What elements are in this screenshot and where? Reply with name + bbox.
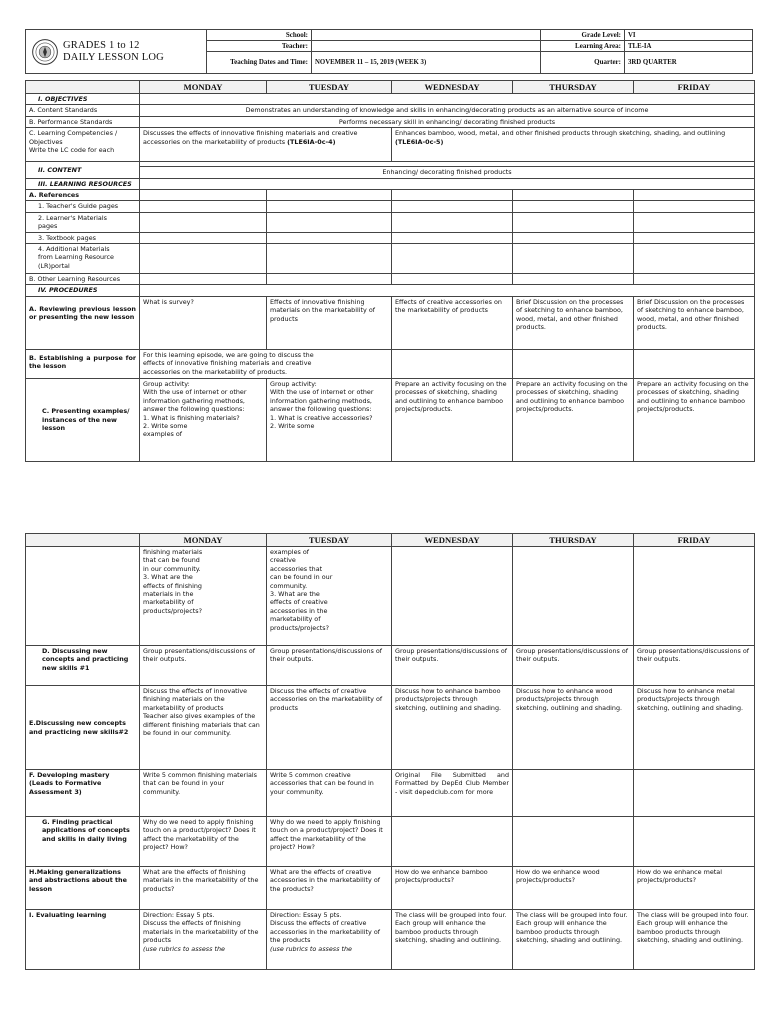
procedures-heading: IV. PROCEDURES bbox=[26, 285, 140, 296]
procedure-e-tuesday: Discuss the effects of creative accessories on the marketability of products bbox=[267, 686, 392, 770]
day-header-row bbox=[26, 81, 755, 94]
procedure-row-h bbox=[26, 867, 755, 910]
procedure-h-monday: What are the effects of finishing materials in the marketability of the products? bbox=[140, 867, 267, 910]
procedure-row-i bbox=[26, 910, 755, 970]
corner-cell bbox=[26, 81, 140, 94]
learning-resources-heading: III. LEARNING RESOURCES bbox=[26, 178, 140, 189]
day-header-monday: MONDAY bbox=[140, 534, 267, 547]
procedure-c-tuesday: Group activity: With the use of internet or other information gathering methods, answer the following questions: 1. What is creative accessories? 2. Write some bbox=[267, 378, 392, 461]
procedure-i-thursday: The class will be grouped into four. Each group will enhance the bamboo products through sketching, shading and outlining. bbox=[513, 910, 634, 970]
performance-standards-text: Performs necessary skill in enhancing/ decorating finished products bbox=[140, 116, 755, 127]
procedure-i-friday: The class will be grouped into four. Each group will enhance the bamboo products through sketching, shading and outlining. bbox=[634, 910, 755, 970]
procedure-row-g bbox=[26, 817, 755, 867]
additional-materials-label: 4. Additional Materials from Learning Resource (LR)portal bbox=[26, 244, 140, 274]
procedure-i-label: I. Evaluating learning bbox=[26, 910, 140, 970]
procedure-c-cont-tuesday: examples of creative accessories that can be found in our community. 3. What are the effects of creative accessories in the marketability of products/projects? bbox=[267, 547, 392, 646]
procedure-row-c bbox=[26, 378, 755, 461]
procedure-i-monday bbox=[140, 910, 267, 970]
procedure-g-label: G. Finding practical applications of concepts and skills in daily living bbox=[26, 817, 140, 867]
procedures-heading-fill bbox=[140, 285, 755, 296]
procedure-a-monday: What is survey? bbox=[140, 296, 267, 349]
procedure-row-e bbox=[26, 686, 755, 770]
day-header-tuesday: TUESDAY bbox=[267, 534, 392, 547]
learners-materials-label: 2. Learner's Materials pages bbox=[26, 212, 140, 232]
lesson-table-page-2 bbox=[25, 533, 755, 970]
learning-resources-fill bbox=[140, 178, 755, 189]
procedure-f-monday: Write 5 common finishing materials that can be found in your community. bbox=[140, 770, 267, 817]
procedure-d-monday: Group presentations/discussions of their outputs. bbox=[140, 646, 267, 686]
procedure-b-text: For this learning episode, we are going to discuss the effects of innovative finishing materials and creative accessories on the marketability of products. bbox=[143, 350, 314, 376]
content-standards-text: Demonstrates an understanding of knowledge and skills in enhancing/decorating products as an alternative source of income bbox=[140, 105, 755, 116]
learning-competencies-label: C. Learning Competencies / Objectives Write the LC code for each bbox=[26, 128, 140, 162]
procedure-f-wednesday: Original File Submitted and Formatted by DepEd Club Member - visit depedclub.com for more bbox=[392, 770, 513, 817]
procedure-h-wednesday: How do we enhance bamboo projects/products? bbox=[392, 867, 513, 910]
teaching-dates-value[interactable]: NOVEMBER 11 – 15, 2019 (WEEK 3) bbox=[312, 52, 541, 74]
procedure-c-wednesday: Prepare an activity focusing on the processes of sketching, shading and outlining to enhance bamboo projects/products. bbox=[392, 378, 513, 461]
procedure-i-tuesday bbox=[267, 910, 392, 970]
procedure-c-friday: Prepare an activity focusing on the processes of sketching, shading and outlining to enhance bamboo projects/products. bbox=[634, 378, 755, 461]
procedure-d-thursday: Group presentations/discussions of their outputs. bbox=[513, 646, 634, 686]
procedure-a-wednesday: Effects of creative accessories on the marketability of products bbox=[392, 296, 513, 349]
competency-1-text: Discusses the effects of innovative finishing materials and creative accessories on the marketability of products bbox=[143, 129, 358, 146]
school-label: School: bbox=[207, 30, 312, 41]
grade-level-value[interactable]: VI bbox=[625, 30, 753, 41]
deped-seal-icon bbox=[32, 39, 58, 65]
procedure-d-wednesday: Group presentations/discussions of their outputs. bbox=[392, 646, 513, 686]
day-header-wednesday: WEDNESDAY bbox=[392, 81, 513, 94]
other-resources-label: B. Other Learning Resources bbox=[26, 274, 140, 285]
procedure-c-thursday: Prepare an activity focusing on the processes of sketching, shading and outlining to enhance bamboo projects/products. bbox=[513, 378, 634, 461]
procedure-i-tuesday-note: (use rubrics to assess the bbox=[270, 944, 352, 953]
day-header-friday: FRIDAY bbox=[634, 81, 755, 94]
procedure-d-friday: Group presentations/discussions of their outputs. bbox=[634, 646, 755, 686]
performance-standards-label: B. Performance Standards bbox=[26, 116, 140, 127]
teachers-guide-label: 1. Teacher's Guide pages bbox=[26, 201, 140, 212]
procedure-c-cont-monday: finishing materials that can be found in our community. 3. What are the effects of finishing materials in the marketability of products/projects? bbox=[140, 547, 267, 646]
objectives-heading-fill bbox=[140, 94, 755, 105]
procedure-c-label: C. Presenting examples/ instances of the new lesson bbox=[26, 378, 140, 461]
lesson-log-page-2 bbox=[0, 527, 768, 1024]
day-header-thursday: THURSDAY bbox=[513, 81, 634, 94]
form-title-line1: GRADES 1 to 12 bbox=[63, 39, 140, 51]
procedure-f-tuesday: Write 5 common creative accessories that can be found in your community. bbox=[267, 770, 392, 817]
competency-1-code: (TLE6IA-0c-4) bbox=[287, 137, 336, 146]
procedure-row-a bbox=[26, 296, 755, 349]
procedure-b-mon-tue bbox=[140, 349, 392, 378]
corner-cell-page-2 bbox=[26, 534, 140, 547]
objectives-heading: I. OBJECTIVES bbox=[26, 94, 140, 105]
procedure-e-label: E.Discussing new concepts and practicing new skills#2 bbox=[26, 686, 140, 770]
day-header-thursday: THURSDAY bbox=[513, 534, 634, 547]
procedure-e-friday: Discuss how to enhance metal products/projects through sketching, outlining and shading. bbox=[634, 686, 755, 770]
procedure-e-monday: Discuss the effects of innovative finishing materials on the marketability of products Teacher also gives examples of the different finishing materials that can be found in our community. bbox=[140, 686, 267, 770]
procedure-d-tuesday: Group presentations/discussions of their outputs. bbox=[267, 646, 392, 686]
header-title-cell bbox=[26, 30, 207, 74]
day-header-monday: MONDAY bbox=[140, 81, 267, 94]
competency-2-code: (TLE6IA-0c-5) bbox=[395, 137, 444, 146]
textbook-pages-label: 3. Textbook pages bbox=[26, 232, 140, 243]
procedure-a-friday: Brief Discussion on the processes of sketching to enhance bamboo, wood, metal, and other finished products. bbox=[634, 296, 755, 349]
competency-wed-fri bbox=[392, 128, 755, 162]
procedure-a-thursday: Brief Discussion on the processes of sketching to enhance bamboo, wood, metal, and other finished products. bbox=[513, 296, 634, 349]
learning-area-value[interactable]: TLE-IA bbox=[625, 41, 753, 52]
procedure-row-f bbox=[26, 770, 755, 817]
quarter-value[interactable]: 3RD QUARTER bbox=[625, 52, 753, 74]
procedure-a-label: A. Reviewing previous lesson or presenting the new lesson bbox=[26, 296, 140, 349]
day-header-friday: FRIDAY bbox=[634, 534, 755, 547]
teacher-label: Teacher: bbox=[207, 41, 312, 52]
procedure-row-c-continued bbox=[26, 547, 755, 646]
content-text: Enhancing/ decorating finished products bbox=[140, 167, 755, 178]
procedure-h-label: H.Making generalizations and abstractions about the lesson bbox=[26, 867, 140, 910]
procedure-h-thursday: How do we enhance wood projects/products? bbox=[513, 867, 634, 910]
procedure-i-monday-note: (use rubrics to assess the bbox=[143, 944, 225, 953]
school-value[interactable] bbox=[312, 30, 541, 41]
lesson-log-page-1 bbox=[0, 0, 768, 500]
procedure-i-tuesday-text: Direction: Essay 5 pts. Discuss the effects of creative accessories in the marketability of the products bbox=[270, 911, 380, 945]
content-standards-label: A. Content Standards bbox=[26, 105, 140, 116]
day-header-row-page-2 bbox=[26, 534, 755, 547]
day-header-tuesday: TUESDAY bbox=[267, 81, 392, 94]
procedure-c-monday: Group activity: With the use of internet or other information gathering methods, answer the following questions: 1. What is finishing materials? 2. Write some examples of bbox=[140, 378, 267, 461]
procedure-row-b bbox=[26, 349, 755, 378]
day-header-wednesday: WEDNESDAY bbox=[392, 534, 513, 547]
procedure-f-label: F. Developing mastery (Leads to Formative Assessment 3) bbox=[26, 770, 140, 817]
procedure-h-friday: How do we enhance metal projects/products? bbox=[634, 867, 755, 910]
quarter-label: Quarter: bbox=[541, 52, 625, 74]
procedure-e-thursday: Discuss how to enhance wood products/projects through sketching, outlining and shading. bbox=[513, 686, 634, 770]
procedure-h-tuesday: What are the effects of creative accessories in the marketability of the products? bbox=[267, 867, 392, 910]
learning-area-label: Learning Area: bbox=[541, 41, 625, 52]
procedure-i-wednesday: The class will be grouped into four. Each group will enhance the bamboo products through sketching, shading and outlining. bbox=[392, 910, 513, 970]
procedure-a-tuesday: Effects of innovative finishing materials on the marketability of products bbox=[267, 296, 392, 349]
procedure-row-d bbox=[26, 646, 755, 686]
competency-2-text: Enhances bamboo, wood, metal, and other finished products through sketching, shading, and outlining bbox=[395, 129, 726, 138]
header-table bbox=[25, 29, 753, 74]
procedure-g-monday: Why do we need to apply finishing touch on a product/project? Does it affect the marketability of the project? How? bbox=[140, 817, 267, 867]
lesson-table-page-1 bbox=[25, 80, 755, 462]
procedure-i-monday-text: Direction: Essay 5 pts. Discuss the effects of finishing materials in the marketability of the products bbox=[143, 911, 259, 945]
grade-level-label: Grade Level: bbox=[541, 30, 625, 41]
procedure-g-tuesday: Why do we need to apply finishing touch on a product/project? Does it affect the marketability of the project? How? bbox=[267, 817, 392, 867]
content-heading: II. CONTENT bbox=[26, 162, 140, 178]
references-label: A. References bbox=[26, 190, 140, 201]
procedure-c-cont-label bbox=[26, 547, 140, 646]
procedure-b-label: B. Establishing a purpose for the lesson bbox=[26, 349, 140, 378]
teaching-dates-label: Teaching Dates and Time: bbox=[207, 52, 312, 74]
procedure-e-wednesday: Discuss how to enhance bamboo products/projects through sketching, outlining and shading. bbox=[392, 686, 513, 770]
teacher-value[interactable] bbox=[312, 41, 541, 52]
competency-mon-tue bbox=[140, 128, 392, 162]
procedure-d-label: D. Discussing new concepts and practicing new skills #1 bbox=[26, 646, 140, 686]
form-title-line2: DAILY LESSON LOG bbox=[63, 51, 164, 63]
